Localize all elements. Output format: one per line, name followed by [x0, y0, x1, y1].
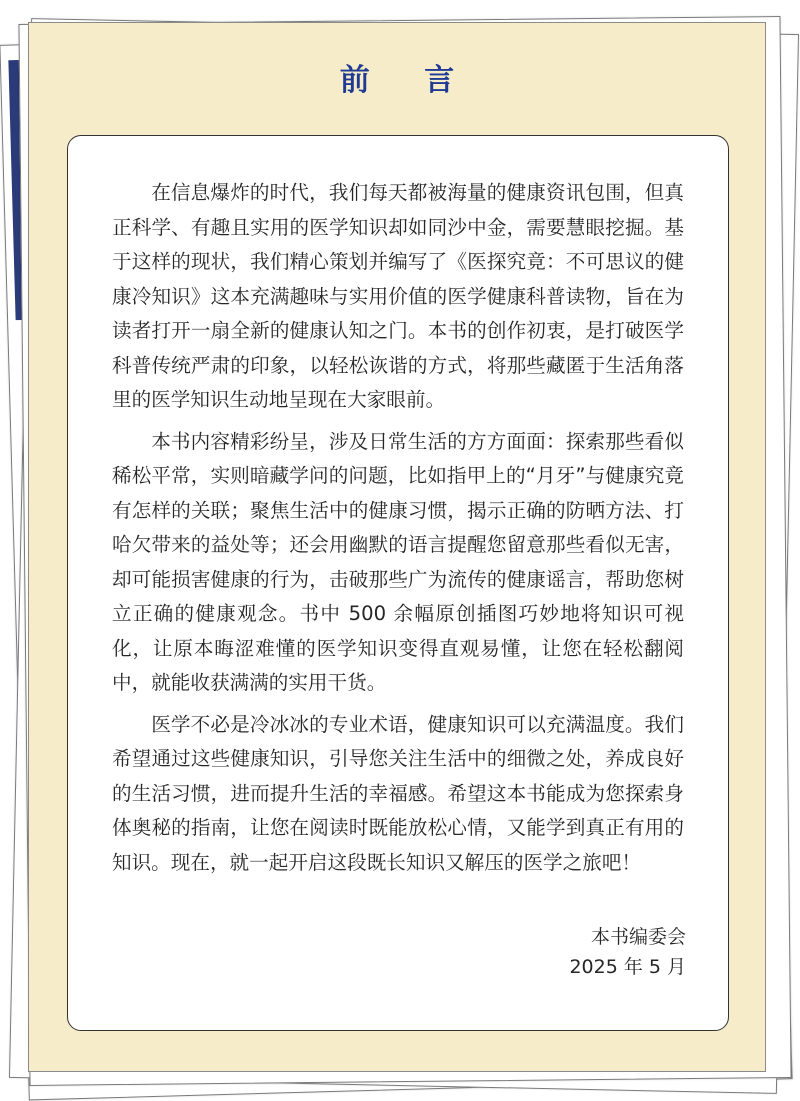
body-text	[112, 176, 684, 887]
signature-author: 本书编委会	[590, 926, 686, 948]
paragraph: 本书内容精彩纷呈，涉及日常生活的方方面面：探索那些看似稀松平常，实则暗藏学问的问题，比如指甲上的“月牙”与健康究竟有怎样的关联；聚焦生活中的健康习惯，揭示正确的防晒方法、打哈欠带来的益处等；还会用幽默的语言提醒您留意那些看似无害，却可能损害健康的行为，击破那些广为流传的健康谣言，帮助您树立正确的健康观念。书中 500 余幅原创插图巧妙地将知识可视化，让原本晦涩难懂的医学知识变得直观易懂，让您在轻松翻阅中，就能收获满满的实用干货。	[112, 429, 684, 694]
paragraph: 在信息爆炸的时代，我们每天都被海量的健康资讯包围，但真正科学、有趣且实用的医学知识却如同沙中金，需要慧眼挖掘。基于这样的现状，我们精心策划并编写了《医探究竟：不可思议的健康冷知识》这本充满趣味与实用价值的医学健康科普读物，旨在为读者打开一扇全新的健康认知之门。本书的创作初衷，是打破医学科普传统严肃的印象，以轻松诙谐的方式，将那些藏匿于生活角落里的医学知识生动地呈现在大家眼前。	[112, 181, 684, 411]
paragraph: 医学不必是冷冰冰的专业术语，健康知识可以充满温度。我们希望通过这些健康知识，引导您关注生活中的细微之处，养成良好的生活习惯，进而提升生活的幸福感。希望这本书能成为您探索身体奥秘的指南，让您在阅读时既能放松心情，又能学到真正有用的知识。现在，就一起开启这段既长知识又解压的医学之旅吧！	[112, 712, 684, 874]
signature-block	[569, 922, 686, 982]
signature-date: 2025 年 5 月	[569, 956, 686, 978]
page-title: 前 言	[339, 63, 477, 98]
document-page	[28, 22, 766, 1072]
content-box	[67, 135, 729, 1031]
